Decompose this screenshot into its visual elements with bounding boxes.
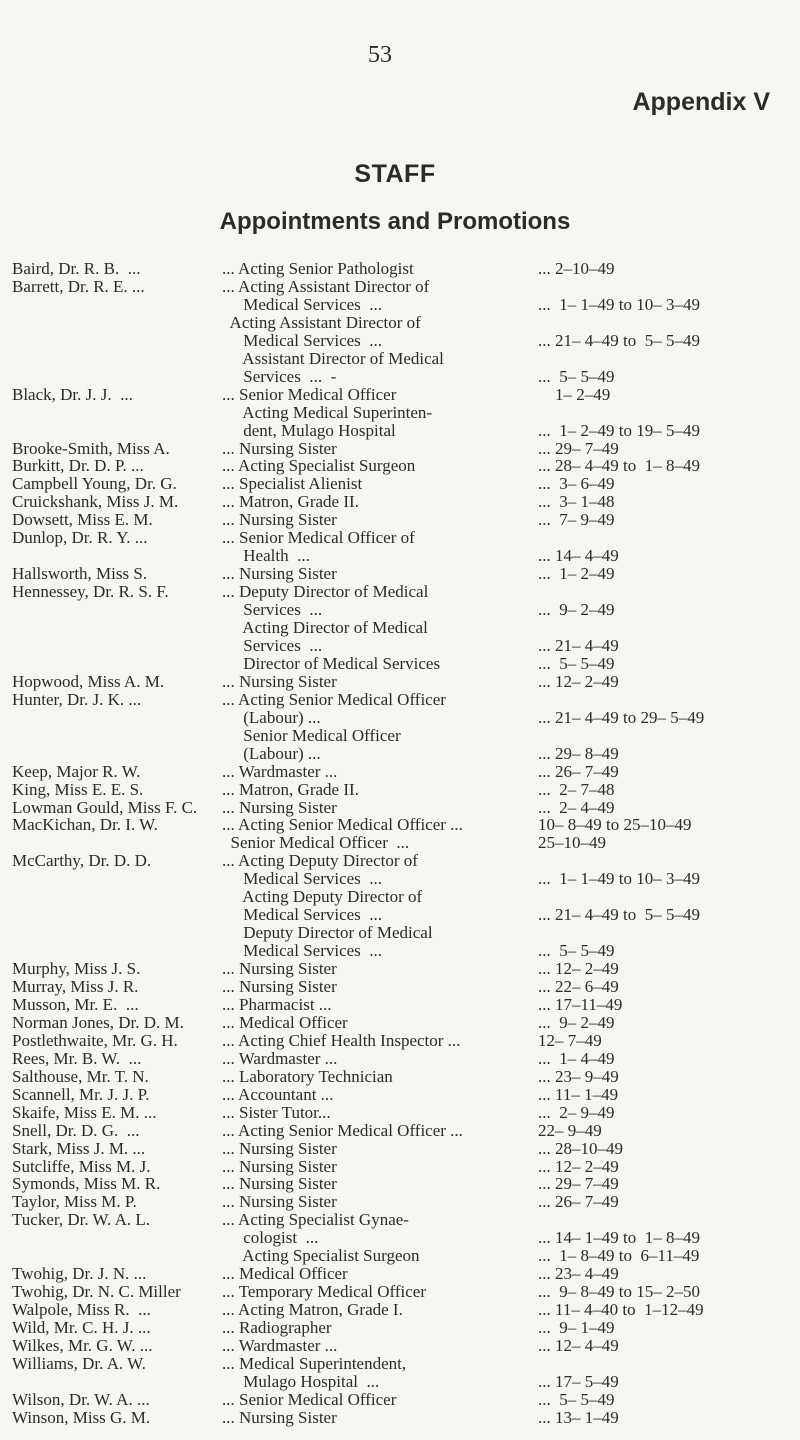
- post-title: ... Matron, Grade II.: [222, 492, 359, 512]
- staff-name: Musson, Mr. E. ...: [12, 994, 139, 1014]
- staff-name: Hennessey, Dr. R. S. F.: [12, 582, 169, 602]
- page-number: 53: [368, 42, 392, 68]
- post-title: (Labour) ...: [222, 707, 321, 727]
- appointment-date: ... 12– 2–49: [538, 959, 619, 979]
- staff-name: Taylor, Miss M. P.: [12, 1192, 137, 1212]
- post-title: ... Nursing Sister: [222, 671, 337, 691]
- staff-name: Barrett, Dr. R. E. ...: [12, 276, 145, 296]
- post-title: Deputy Director of Medical: [222, 923, 433, 943]
- post-title: ... Nursing Sister: [222, 438, 337, 458]
- post-title: Medical Services ...: [222, 330, 383, 350]
- post-title: ... Senior Medical Officer of: [222, 528, 415, 548]
- post-title: (Labour) ...: [222, 743, 321, 763]
- staff-name: Hunter, Dr. J. K. ...: [12, 689, 142, 709]
- appointment-date: ... 1– 2–49: [538, 564, 615, 584]
- appointment-date: ... 2– 9–49: [538, 1102, 615, 1122]
- post-title: ... Nursing Sister: [222, 977, 337, 996]
- post-title: Health ...: [222, 546, 310, 566]
- appointment-date: ... 28– 4–49 to 1– 8–49: [538, 456, 700, 476]
- staff-name: Wilson, Dr. W. A. ...: [12, 1389, 150, 1409]
- post-title: ... Medical Officer: [222, 1264, 348, 1284]
- appointment-date: ... 26– 7–49: [538, 1192, 619, 1212]
- appointment-date: 10– 8–49 to 25–10–49: [538, 815, 692, 835]
- post-title: ... Matron, Grade II.: [222, 779, 359, 799]
- appointment-date: ... 21– 4–49 to 5– 5–49: [538, 330, 700, 350]
- staff-name: McCarthy, Dr. D. D.: [12, 851, 152, 871]
- appointment-date: 25–10–49: [538, 833, 606, 853]
- post-title: Acting Assistant Director of: [222, 312, 421, 332]
- appendix-label: Appendix V: [632, 88, 770, 116]
- appointment-date: ... 21– 4–49 to 5– 5–49: [538, 905, 700, 925]
- post-title: ... Nursing Sister: [222, 1192, 337, 1212]
- appointment-date: ... 14– 4–49: [538, 546, 619, 566]
- staff-name: Hopwood, Miss A. M.: [12, 671, 165, 691]
- post-title: ... Nursing Sister: [222, 510, 337, 530]
- staff-name: Williams, Dr. A. W.: [12, 1353, 146, 1373]
- post-title: ... Acting Senior Medical Officer ...: [222, 815, 463, 835]
- staff-name: Postlethwaite, Mr. G. H.: [12, 1030, 178, 1050]
- staff-name: Dowsett, Miss E. M.: [12, 510, 153, 530]
- appointment-date: ... 11– 4–40 to 1–12–49: [538, 1300, 704, 1320]
- appointment-date: ... 23– 9–49: [538, 1066, 619, 1086]
- staff-name: Twohig, Dr. J. N. ...: [12, 1264, 147, 1284]
- appointment-date: ... 13– 1–49: [538, 1407, 619, 1427]
- post-title: Services ...: [222, 600, 323, 620]
- staff-name: Hallsworth, Miss S.: [12, 564, 148, 584]
- post-title: ... Sister Tutor...: [222, 1102, 331, 1122]
- post-title: ... Acting Assistant Director of: [222, 276, 430, 296]
- post-title: ... Temporary Medical Officer: [222, 1282, 426, 1302]
- appointment-date: ... 12– 4–49: [538, 1336, 619, 1355]
- post-title: ... Nursing Sister: [222, 1156, 337, 1176]
- appointment-date: ... 12– 2–49: [538, 1156, 619, 1176]
- post-title: Services ... -: [222, 366, 337, 386]
- appointment-date: ... 7– 9–49: [538, 510, 615, 530]
- staff-name: Salthouse, Mr. T. N.: [12, 1066, 149, 1086]
- post-title: dent, Mulago Hospital: [222, 420, 396, 440]
- post-title: Services ...: [222, 635, 323, 655]
- post-title: ... Radiographer: [222, 1318, 332, 1338]
- staff-name: Skaife, Miss E. M. ...: [12, 1102, 157, 1122]
- appointment-date: ... 28–10–49: [538, 1138, 623, 1158]
- appointment-date: ... 1– 8–49 to 6–11–49: [538, 1246, 700, 1266]
- staff-name: Twohig, Dr. N. C. Miller: [12, 1282, 181, 1302]
- staff-name: Snell, Dr. D. G. ...: [12, 1120, 140, 1140]
- staff-name: Symonds, Miss M. R.: [12, 1174, 161, 1194]
- appointment-date: ... 29– 7–49: [538, 438, 619, 458]
- post-title: ... Nursing Sister: [222, 797, 337, 817]
- appointment-date: ... 3– 1–48: [538, 492, 615, 512]
- post-title: ... Deputy Director of Medical: [222, 582, 429, 602]
- staff-name: Scannell, Mr. J. J. P.: [12, 1084, 150, 1104]
- post-title: Acting Specialist Surgeon: [222, 1246, 420, 1266]
- post-title: ... Pharmacist ...: [222, 994, 332, 1014]
- appointment-date: ... 1– 1–49 to 10– 3–49: [538, 294, 700, 314]
- page-title: STAFF: [354, 160, 436, 188]
- appointment-date: ... 5– 5–49: [538, 941, 615, 961]
- post-title: Acting Medical Superinten-: [222, 402, 433, 422]
- post-title: ... Acting Deputy Director of: [222, 851, 418, 871]
- post-title: Acting Deputy Director of: [222, 887, 423, 907]
- appointment-date: ... 5– 5–49: [538, 366, 615, 386]
- staff-name: Black, Dr. J. J. ...: [12, 384, 133, 404]
- post-title: Medical Services ...: [222, 294, 383, 314]
- section-subtitle: Appointments and Promotions: [219, 208, 571, 235]
- staff-name: Sutcliffe, Miss M. J.: [12, 1156, 151, 1176]
- appointment-date: ... 26– 7–49: [538, 761, 619, 781]
- post-title: ... Wardmaster ...: [222, 761, 338, 781]
- appointment-date: ... 9– 1–49: [538, 1318, 615, 1338]
- post-title: ... Acting Chief Health Inspector ...: [222, 1030, 461, 1050]
- staff-name: Winson, Miss G. M.: [12, 1407, 151, 1427]
- post-title: ... Medical Superintendent,: [222, 1353, 407, 1373]
- post-title: ... Nursing Sister: [222, 564, 337, 584]
- staff-name: Walpole, Miss R. ...: [12, 1300, 151, 1320]
- appointment-date: ... 1– 4–49: [538, 1048, 615, 1068]
- post-title: ... Nursing Sister: [222, 959, 337, 979]
- post-title: ... Accountant ...: [222, 1084, 334, 1104]
- appointment-date: 22– 9–49: [538, 1120, 602, 1140]
- staff-name: Brooke-Smith, Miss A.: [12, 438, 170, 458]
- post-title: ... Wardmaster ...: [222, 1336, 338, 1355]
- appointment-date: ... 1– 2–49 to 19– 5–49: [538, 420, 700, 440]
- appointment-date: ... 2– 7–48: [538, 779, 615, 799]
- appointment-date: ... 21– 4–49: [538, 635, 619, 655]
- post-title: Director of Medical Services: [222, 653, 441, 673]
- staff-name: Cruickshank, Miss J. M.: [12, 492, 179, 512]
- post-title: Senior Medical Officer ...: [222, 833, 410, 853]
- post-title: ... Acting Matron, Grade I.: [222, 1300, 403, 1320]
- staff-name: Murray, Miss J. R.: [12, 977, 139, 996]
- staff-name: Dunlop, Dr. R. Y. ...: [12, 528, 148, 548]
- post-title: Assistant Director of Medical: [222, 348, 444, 368]
- post-title: ... Nursing Sister: [222, 1407, 337, 1427]
- staff-name: Tucker, Dr. W. A. L.: [12, 1210, 151, 1230]
- post-title: ... Acting Senior Medical Officer: [222, 689, 446, 709]
- appointment-date: ... 3– 6–49: [538, 474, 615, 494]
- post-title: Mulago Hospital ...: [222, 1371, 380, 1391]
- staff-name: Lowman Gould, Miss F. C.: [12, 797, 198, 817]
- post-title: Senior Medical Officer: [222, 725, 401, 745]
- appointment-date: ... 29– 8–49: [538, 743, 619, 763]
- appointment-date: 12– 7–49: [538, 1030, 602, 1050]
- appointment-date: ... 2–10–49: [538, 259, 615, 278]
- staff-name: Keep, Major R. W.: [12, 761, 141, 781]
- appointment-date: ... 5– 5–49: [538, 653, 615, 673]
- staff-name: Baird, Dr. R. B. ...: [12, 259, 141, 278]
- appointment-date: ... 2– 4–49: [538, 797, 615, 817]
- post-title: ... Nursing Sister: [222, 1138, 337, 1158]
- appointment-date: ... 9– 2–49: [538, 600, 615, 620]
- post-title: ... Medical Officer: [222, 1012, 348, 1032]
- post-title: Medical Services ...: [222, 869, 383, 889]
- appointment-date: 1– 2–49: [538, 384, 611, 404]
- post-title: ... Senior Medical Officer: [222, 1389, 397, 1409]
- post-title: ... Acting Specialist Surgeon: [222, 456, 416, 476]
- post-title: ... Acting Specialist Gynae-: [222, 1210, 409, 1230]
- appointment-date: ... 9– 2–49: [538, 1012, 615, 1032]
- staff-name: Norman Jones, Dr. D. M.: [12, 1012, 184, 1032]
- staff-name: Stark, Miss J. M. ...: [12, 1138, 146, 1158]
- post-title: ... Nursing Sister: [222, 1174, 337, 1194]
- staff-name: King, Miss E. E. S.: [12, 779, 144, 799]
- appointment-date: ... 11– 1–49: [538, 1084, 619, 1104]
- staff-name: MacKichan, Dr. I. W.: [12, 815, 158, 835]
- appointment-date: ... 23– 4–49: [538, 1264, 619, 1284]
- appointment-date: ... 12– 2–49: [538, 671, 619, 691]
- appointment-date: ... 22– 6–49: [538, 977, 619, 996]
- post-title: Medical Services ...: [222, 941, 383, 961]
- staff-name: Murphy, Miss J. S.: [12, 959, 141, 979]
- post-title: cologist ...: [222, 1228, 319, 1248]
- staff-name: Wild, Mr. C. H. J. ...: [12, 1318, 151, 1338]
- post-title: ... Acting Senior Pathologist: [222, 259, 414, 278]
- post-title: Acting Director of Medical: [222, 618, 428, 637]
- appointment-date: ... 17– 5–49: [538, 1371, 619, 1391]
- post-title: ... Laboratory Technician: [222, 1066, 393, 1086]
- post-title: ... Specialist Alienist: [222, 474, 363, 494]
- appointment-date: ... 17–11–49: [538, 994, 623, 1014]
- appointment-date: ... 21– 4–49 to 29– 5–49: [538, 707, 705, 727]
- appointment-date: ... 1– 1–49 to 10– 3–49: [538, 869, 700, 889]
- post-title: ... Wardmaster ...: [222, 1048, 338, 1068]
- staff-name: Campbell Young, Dr. G.: [12, 474, 177, 494]
- appointment-date: ... 9– 8–49 to 15– 2–50: [538, 1282, 700, 1302]
- appointment-date: ... 5– 5–49: [538, 1389, 615, 1409]
- staff-name: Rees, Mr. B. W. ...: [12, 1048, 142, 1068]
- staff-name: Burkitt, Dr. D. P. ...: [12, 456, 144, 476]
- staff-name: Wilkes, Mr. G. W. ...: [12, 1336, 153, 1355]
- post-title: Medical Services ...: [222, 905, 383, 925]
- appointment-date: ... 29– 7–49: [538, 1174, 619, 1194]
- post-title: ... Acting Senior Medical Officer ...: [222, 1120, 463, 1140]
- appointment-date: ... 14– 1–49 to 1– 8–49: [538, 1228, 700, 1248]
- post-title: ... Senior Medical Officer: [222, 384, 397, 404]
